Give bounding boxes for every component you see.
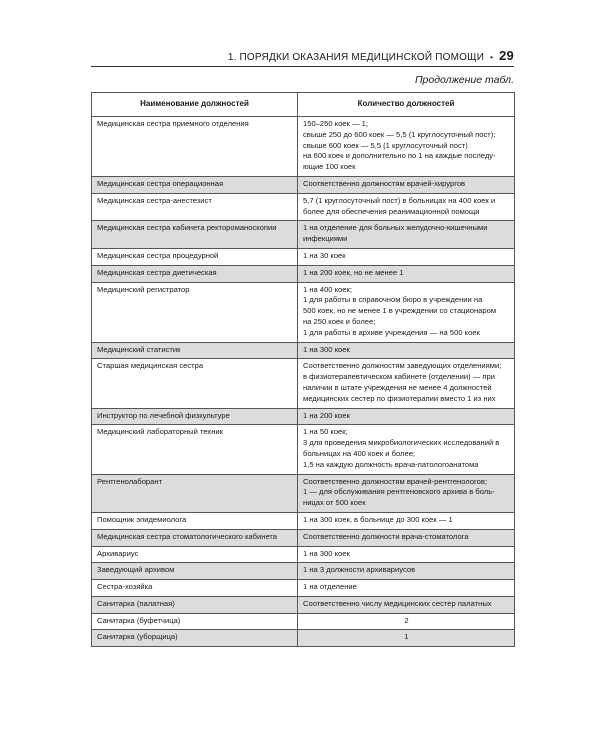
count-line: свыше 600 коек — 5,5 (1 круглосуточный пост): [303, 140, 468, 150]
position-count-cell: [298, 474, 515, 512]
table-row: [92, 117, 515, 177]
position-name-cell: Медицинская сестра-анестезист: [92, 193, 298, 221]
position-count-cell: [298, 580, 515, 597]
count-line: 1 на 3 должности архивариусов: [303, 565, 416, 575]
position-name-cell: Медицинская сестра стоматологического кабинета: [92, 529, 298, 546]
table-row: [92, 613, 515, 630]
table-row: [92, 265, 515, 282]
table-body: [92, 117, 515, 647]
running-head: [91, 48, 514, 64]
count-line: 1 — для обслуживания рентгеновского архива в боль-: [303, 487, 495, 497]
count-line: наличии в штате учреждения не менее 4 должностей: [303, 382, 492, 392]
table-row: [92, 474, 515, 512]
table-row: [92, 408, 515, 425]
position-name-cell: Медицинская сестра диетическая: [92, 265, 298, 282]
table-row: [92, 193, 515, 221]
count-line: больницах на 400 коек и более;: [303, 448, 416, 458]
table-row: [92, 546, 515, 563]
position-count-cell: [298, 425, 515, 474]
position-name-cell: Сестра-хозяйка: [92, 580, 298, 597]
position-count-cell: [298, 342, 515, 359]
position-name-cell: Санитарка (палатная): [92, 596, 298, 613]
count-line: Соответственно должности врача-стоматолога: [303, 531, 469, 541]
count-line: 1: [404, 632, 409, 642]
table-row: [92, 563, 515, 580]
count-line: 1 на 200 коек: [303, 410, 350, 420]
count-line: 1 на 400 коек;: [303, 284, 352, 294]
position-name-cell: Медицинская сестра процедурной: [92, 248, 298, 265]
count-line: 1 на 300 коек: [303, 344, 350, 354]
position-count-cell: [298, 512, 515, 529]
count-line: свыше 250 до 600 коек — 5,5 (1 круглосуточный пост);: [303, 129, 496, 139]
position-count-cell: [298, 221, 515, 249]
position-count-cell: [298, 563, 515, 580]
position-name-cell: Рентгенолаборант: [92, 474, 298, 512]
count-line: 1 на 200 коек, но не менее 1: [303, 267, 404, 277]
position-count-cell: [298, 359, 515, 408]
count-line: инфекциями: [303, 234, 348, 244]
table-row: [92, 630, 515, 647]
table-header-row: [92, 93, 515, 117]
bullet-separator: •: [490, 53, 494, 62]
table-row: [92, 342, 515, 359]
count-line: на 250 коек и более;: [303, 316, 376, 326]
position-count-cell: [298, 408, 515, 425]
count-line: 5,7 (1 круглосуточный пост) в больницах на 400 коек и: [303, 195, 496, 205]
position-count-cell: [298, 248, 515, 265]
count-line: ющие 100 коек: [303, 162, 356, 172]
header-rule: [91, 66, 514, 67]
position-name-cell: Заведующий архивом: [92, 563, 298, 580]
column-header-count: Количество должностей: [298, 93, 515, 117]
position-name-cell: Медицинский лабораторный техник: [92, 425, 298, 474]
count-line: 1 на отделение: [303, 582, 357, 592]
count-line: Соответственно должностям заведующих отделениями;: [303, 361, 502, 371]
table-row: [92, 221, 515, 249]
position-name-cell: Медицинская сестра приемного отделения: [92, 117, 298, 177]
position-count-cell: [298, 546, 515, 563]
table-row: [92, 529, 515, 546]
position-count-cell: [298, 596, 515, 613]
count-line: Соответственно должностям врачей-рентгенологов;: [303, 476, 488, 486]
position-name-cell: Медицинский статистик: [92, 342, 298, 359]
position-name-cell: Медицинская сестра кабинета ректороманоскопии: [92, 221, 298, 249]
table-row: [92, 359, 515, 408]
count-line: 1 на 300 коек: [303, 548, 350, 558]
count-line: 1 на отделение для больных желудочно-кишечными: [303, 223, 488, 233]
table-row: [92, 176, 515, 193]
position-count-cell: [298, 265, 515, 282]
count-line: 1 на 300 коек, в больнице до 300 коек — 1: [303, 514, 453, 524]
count-line: 500 коек, но не менее 1 в учреждении со стационаром: [303, 306, 497, 316]
continuation-note: Продолжение табл.: [414, 74, 514, 86]
table-row: [92, 580, 515, 597]
column-header-position: Наименование должностей: [92, 93, 298, 117]
position-count-cell: [298, 193, 515, 221]
position-count-cell: [298, 613, 515, 630]
position-count-cell: [298, 176, 515, 193]
count-line: Соответственно должностям врачей-хирургов: [303, 178, 466, 188]
table-row: [92, 248, 515, 265]
position-name-cell: Медицинский регистратор: [92, 282, 298, 342]
count-line: на 600 коек и дополнительно по 1 на каждые последу-: [303, 151, 496, 161]
table-row: [92, 596, 515, 613]
table-row: [92, 282, 515, 342]
position-name-cell: Помощник эпидемиолога: [92, 512, 298, 529]
count-line: более для обеспечения реанимационной помощи: [303, 206, 480, 216]
table-row: [92, 512, 515, 529]
position-count-cell: [298, 282, 515, 342]
position-name-cell: Инструктор по лечебной физкультуре: [92, 408, 298, 425]
position-name-cell: Медицинская сестра операционная: [92, 176, 298, 193]
count-line: ницах от 500 коек: [303, 498, 366, 508]
count-line: медицинских сестер по физиотерапии вместо 1 из них: [303, 393, 496, 403]
table-row: [92, 425, 515, 474]
page-number: 29: [499, 48, 514, 63]
position-name-cell: Санитарка (буфетчица): [92, 613, 298, 630]
count-line: 2: [404, 615, 409, 625]
count-line: 1 на 30 коек: [303, 250, 346, 260]
position-count-cell: [298, 529, 515, 546]
count-line: 3 для проведения микробиологических исследований в: [303, 438, 500, 448]
count-line: в физиотерапевтическом кабинете (отделении) — при: [303, 372, 495, 382]
position-count-cell: [298, 630, 515, 647]
count-line: 1,5 на каждую должность врача-патологоанатома: [303, 459, 479, 469]
staffing-table: [91, 92, 515, 647]
position-name-cell: Старшая медицинская сестра: [92, 359, 298, 408]
count-line: 1 для работы в архиве учреждения — на 500 коек: [303, 327, 480, 337]
count-line: Соответственно числу медицинских сестер палатных: [303, 598, 492, 608]
position-name-cell: Архивариус: [92, 546, 298, 563]
position-count-cell: [298, 117, 515, 177]
count-line: 150–250 коек — 1;: [303, 119, 368, 128]
count-line: 1 на 50 коек;: [303, 427, 348, 437]
count-line: 1 для работы в справочном бюро в учреждении на: [303, 295, 483, 305]
position-name-cell: Санитарка (уборщица): [92, 630, 298, 647]
chapter-title: 1. ПОРЯДКИ ОКАЗАНИЯ МЕДИЦИНСКОЙ ПОМОЩИ: [227, 52, 485, 63]
